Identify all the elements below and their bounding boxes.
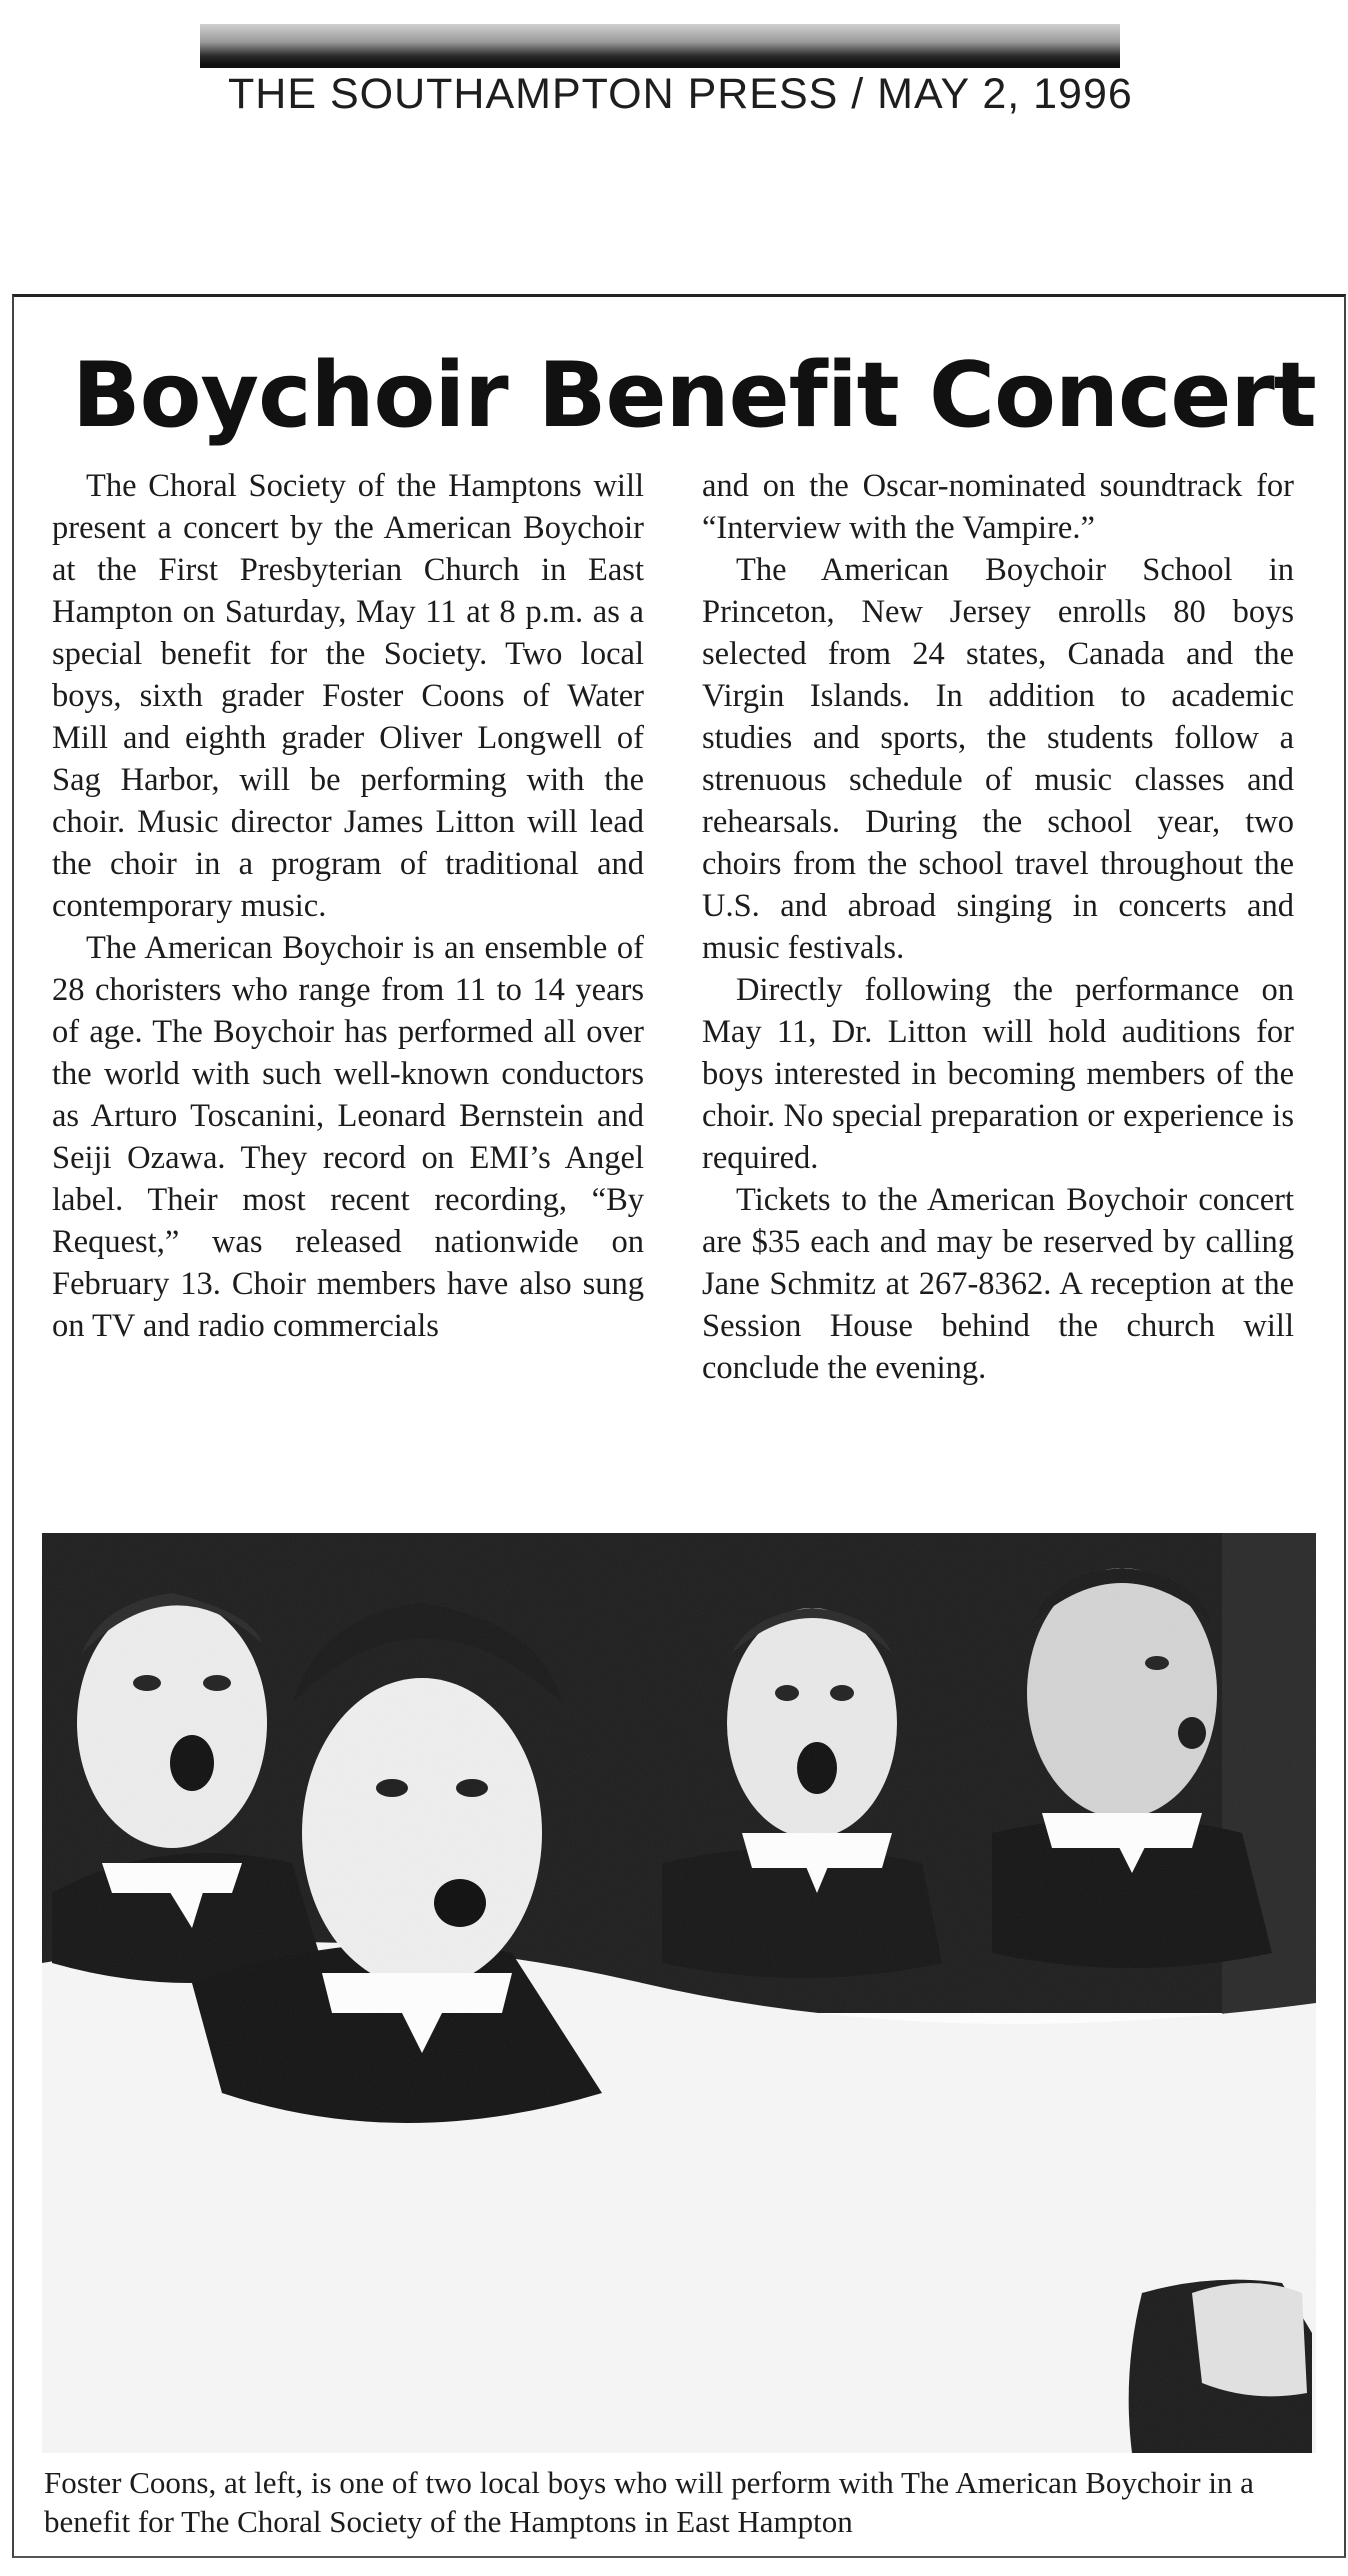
right-text-column — [702, 465, 1294, 1389]
photo-caption: Foster Coons, at left, is one of two local boys who will perform with The American Boychoir in a benefit for The Choral Society of the Hamptons in East Hampton — [44, 2465, 1254, 2539]
paragraph: The Choral Society of the Hamptons will present a concert by the American Boychoir at the First Presbyterian Church in East Hampton on Saturday, May 11 at 8 p.m. as a special benefit for the Society. Two local boys, sixth grader Foster Coons of Water Mill and eighth grader Oliver Longwell of Sag Harbor, will be performing with the choir. Music director James Litton will lead the choir in a program of traditional and contemporary music. — [52, 468, 644, 924]
paragraph: The American Boychoir is an ensemble of 28 choristers who range from 11 to 14 years of age. The Boychoir has performed all over the world with such well-known conductors as Arturo Toscanini, Leonard Bernstein and Seiji Ozawa. They record on EMI’s Angel label. Their most recent recording, “By Request,” was released nationwide on February 13. Choir members have also sung on TV and radio commercials — [52, 930, 644, 1344]
article-headline: Boychoir Benefit Concert — [72, 343, 1316, 448]
paragraph: Directly following the performance on May 11, Dr. Litton will hold auditions for boys interested in becoming members of the choir. No special preparation or experience is required. — [702, 972, 1294, 1176]
paragraph: The American Boychoir School in Princeton, New Jersey enrolls 80 boys selected from 24 states, Canada and the Virgin Islands. In addition to academic studies and sports, the students follow a strenuous schedule of music classes and rehearsals. During the school year, two choirs from the school travel throughout the U.S. and abroad singing in concerts and music festivals. — [702, 552, 1294, 966]
article-frame — [12, 294, 1346, 2558]
choir-photo — [42, 1533, 1316, 2453]
masthead-rule — [200, 24, 1120, 68]
paragraph-continuation: and on the Oscar-nominated soundtrack for “Interview with the Vampire.” — [702, 468, 1294, 546]
left-text-column — [52, 465, 644, 1347]
publication-dateline: THE SOUTHAMPTON PRESS / MAY 2, 1996 — [228, 70, 1133, 118]
paragraph: Tickets to the American Boychoir concert are $35 each and may be reserved by calling Jane Schmitz at 267-8362. A reception at the Session House behind the church will conclude the evening. — [702, 1182, 1294, 1386]
